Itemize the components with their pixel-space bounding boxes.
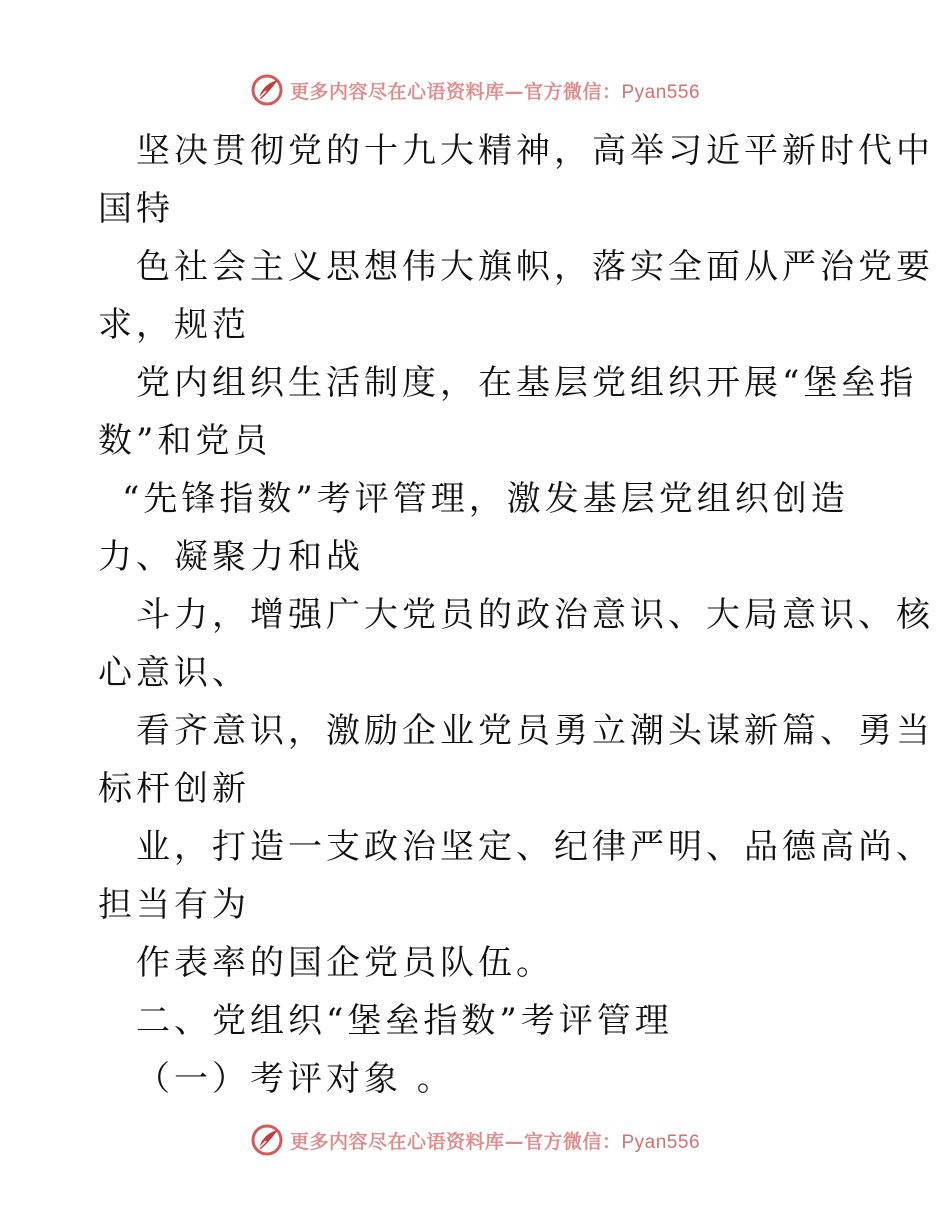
- body-line-1: 坚决贯彻党的十九大精神，高举习近平新时代中: [136, 131, 934, 171]
- leaf-pen-logo-icon: [250, 73, 284, 107]
- body-line-6: 数”和党员: [98, 421, 272, 461]
- footer-watermark: [0, 1120, 950, 1160]
- body-line-10: 心意识、: [98, 653, 250, 693]
- body-line-13: 业，打造一支政治坚定、纪律严明、品德高尚、: [136, 827, 934, 867]
- section-heading: 二、党组织“堡垒指数”考评管理: [136, 1001, 673, 1041]
- leaf-pen-logo-icon: [250, 1123, 284, 1157]
- body-line-2: 国特: [98, 189, 174, 229]
- watermark-text: 更多内容尽在心语资料库—官方微信：Pyan556: [289, 80, 701, 103]
- body-line-8: 力、凝聚力和战: [98, 537, 364, 577]
- body-line-4: 求，规范: [98, 305, 250, 345]
- body-line-3: 色社会主义思想伟大旗帜，落实全面从严治党要: [136, 247, 934, 287]
- body-line-15: 作表率的国企党员队伍。: [136, 943, 554, 983]
- watermark-text: 更多内容尽在心语资料库—官方微信：Pyan556: [289, 1130, 701, 1153]
- body-line-14: 担当有为: [98, 885, 250, 925]
- body-line-12: 标杆创新: [98, 769, 250, 809]
- subsection-heading: （一）考评对象 。: [136, 1059, 455, 1099]
- body-line-11: 看齐意识，激励企业党员勇立潮头谋新篇、勇当: [136, 711, 934, 751]
- body-line-7: “先锋指数”考评管理，激发基层党组织创造: [122, 479, 849, 519]
- body-line-9: 斗力，增强广大党员的政治意识、大局意识、核: [136, 595, 934, 635]
- document-body: [98, 122, 934, 1108]
- header-watermark: [0, 70, 950, 110]
- body-line-5: 党内组织生活制度，在基层党组织开展“堡垒指: [136, 363, 918, 403]
